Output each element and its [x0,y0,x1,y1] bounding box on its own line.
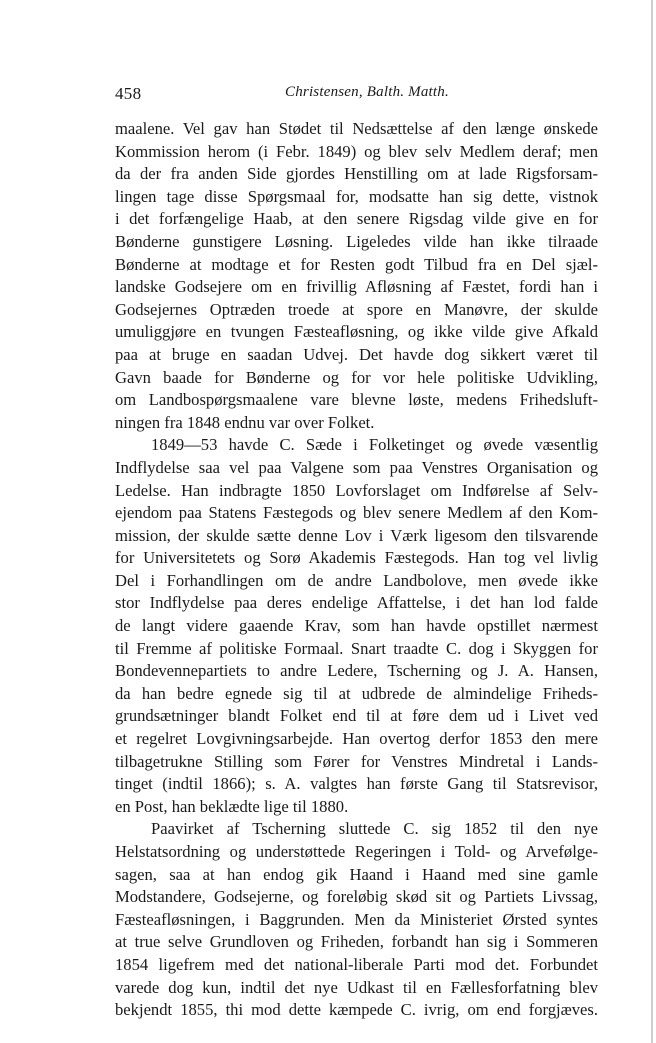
text-line: i det forfængelige Haab, at den senere Rigsdag vilde give en for [115,209,598,229]
page-number: 458 [115,84,142,103]
running-head: Christensen, Balth. Matth. [285,84,449,100]
text-line: maalene. Vel gav han Stødet til Nedsættelse af den længe ønskede [115,119,598,138]
text-line: de langt videre gaaende Krav, som han havde opstillet nærmest [115,616,598,636]
text-line: at true selve Grundloven og Friheden, forbandt han sig i Sommeren [115,932,598,952]
page-header [115,80,599,106]
text-line: ningen fra 1848 endnu var over Folket. [115,412,375,432]
body-text [115,118,598,1022]
text-line: Bondevennepartiets to andre Ledere, Tscherning og J. A. Hansen, [115,661,598,681]
text-line: til Fremme af politiske Formaal. Snart traadte C. dog i Skyggen for [115,638,598,658]
text-line: varede dog kun, indtil det nye Udkast til en Fællesforfatning blev [115,977,598,997]
text-line: Modstandere, Godsejerne, og foreløbig skød sit og Partiets Livssag, [115,887,598,907]
text-line: grundsætninger blandt Folket end til at føre dem ud i Livet ved [115,706,598,726]
text-line: Helstatsordning og understøttede Regeringen i Told- og Arvefølge- [115,842,598,861]
text-line: 1854 ligefrem med det national-liberale Parti mod det. Forbundet [115,954,598,974]
paragraph-1 [115,118,598,434]
text-line: Godsejernes Optræden troede at spore en Manøvre, der skulde [115,299,598,319]
text-line: et regelret Lovgivningsarbejde. Han overtog derfor 1853 den mere [115,729,598,749]
text-line: Gavn baade for Bønderne og for vor hele politiske Udvikling, [115,367,598,387]
text-line: da han bedre egnede sig til at udbrede de almindelige Friheds- [115,683,598,703]
text-line: mission, der skulde sætte denne Lov i Værk ligesom den tilsvarende [115,525,598,545]
text-line: tilbagetrukne Stilling som Fører for Venstres Mindretal i Lands- [115,751,598,771]
paragraph-3 [115,818,598,1021]
text-line: Fæsteafløsningen, i Baggrunden. Men da Ministeriet Ørsted syntes [115,909,598,929]
text-line: en Post, han beklædte lige til 1880. [115,796,349,816]
text-line: ejendom paa Statens Fæstegods og blev senere Medlem af den Kom- [115,503,598,523]
text-line: stor Indflydelse paa deres endelige Affattelse, i det han lod falde [115,593,598,613]
text-line: bekjendt 1855, thi mod dette kæmpede C. ivrig, om end forgjæves. [115,1000,598,1020]
text-line: Indflydelse saa vel paa Valgene som paa Venstres Organisation og [115,457,598,477]
text-line: Bønderne at modtage et for Resten godt Tilbud fra en Del sjæl- [115,254,598,274]
text-line: tinget (indtil 1866); s. A. valgtes han første Gang til Statsrevisor, [115,774,598,794]
text-line: om Landbospørgsmaalene vare blevne løste, medens Frihedsluft- [115,390,598,410]
text-line: Bønderne gunstigere Løsning. Ligeledes vilde han ikke tilraade [115,231,598,251]
text-line: sagen, saa at han endog gik Haand i Haand med sine gamle [115,864,598,884]
text-line: Del i Forhandlingen om de andre Landbolove, men øvede ikke [115,570,598,590]
text-line: 1849—53 havde C. Sæde i Folketinget og øvede væsentlig [151,435,598,455]
text-line: Paavirket af Tscherning sluttede C. sig 1852 til den nye [151,819,598,839]
page-edge-shadow [651,0,653,1043]
text-line: landske Godsejere om en frivillig Afløsning af Fæstet, fordi han i [115,277,598,297]
text-line: umuliggjøre en tvungen Fæsteafløsning, og ikke vilde give Afkald [115,322,598,342]
paragraph-2 [115,434,598,818]
text-line: for Universitetets og Sorø Akademis Fæstegods. Han tog vel livlig [115,548,598,568]
text-line: da der fra anden Side gjordes Henstilling om at lade Rigsforsam- [115,164,598,184]
text-line: Kommission herom (i Febr. 1849) og blev selv Medlem deraf; men [115,141,598,161]
text-line: paa at bruge en saadan Udvej. Det havde dog sikkert været til [115,344,598,364]
text-line: lingen tage disse Spørgsmaal for, modsatte han sig dette, vistnok [115,186,598,206]
text-line: Ledelse. Han indbragte 1850 Lovforslaget om Indførelse af Selv- [115,480,598,500]
